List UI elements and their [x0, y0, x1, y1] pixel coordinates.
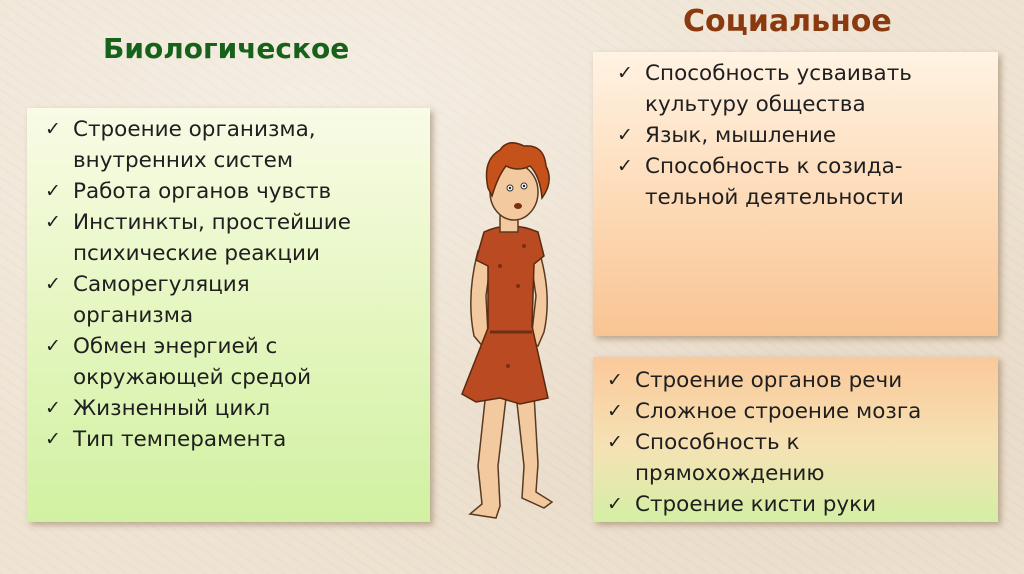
list-item: ✓ Способность к созида- тельной деятельности — [609, 151, 912, 213]
caveman-illustration — [448, 136, 578, 526]
check-icon: ✓ — [617, 155, 633, 177]
social-title: Социальное — [683, 4, 892, 39]
check-icon: ✓ — [607, 369, 623, 391]
list-item: ✓ Способность к прямохождению — [599, 427, 921, 489]
check-icon: ✓ — [45, 397, 61, 419]
list-item: ✓ Сложное строение мозга — [599, 396, 921, 427]
social-panel — [593, 52, 998, 336]
list-item: ✓ Язык, мышление — [609, 120, 912, 151]
list-item: ✓ Строение организма, внутренних систем — [37, 114, 351, 176]
check-icon: ✓ — [45, 273, 61, 295]
biological-extra-list — [599, 365, 921, 520]
list-item: ✓ Тип темперамента — [37, 424, 351, 455]
check-icon: ✓ — [607, 493, 623, 515]
check-icon: ✓ — [617, 124, 633, 146]
list-item: ✓ Строение органов речи — [599, 365, 921, 396]
list-item: ✓ Саморегуляция организма — [37, 269, 351, 331]
check-icon: ✓ — [45, 428, 61, 450]
list-item: ✓ Работа органов чувств — [37, 176, 351, 207]
check-icon: ✓ — [45, 335, 61, 357]
check-icon: ✓ — [45, 180, 61, 202]
biological-panel — [27, 108, 430, 522]
check-icon: ✓ — [45, 118, 61, 140]
check-icon: ✓ — [607, 400, 623, 422]
check-icon: ✓ — [617, 62, 633, 84]
biological-title: Биологическое — [103, 32, 350, 65]
check-icon: ✓ — [45, 211, 61, 233]
list-item: ✓ Инстинкты, простейшие психические реакции — [37, 207, 351, 269]
biological-extra-panel — [593, 357, 998, 522]
biological-list — [37, 114, 351, 455]
list-item: ✓ Жизненный цикл — [37, 393, 351, 424]
social-list — [609, 58, 912, 213]
list-item: ✓ Способность усваивать культуру общества — [609, 58, 912, 120]
list-item: ✓ Обмен энергией с окружающей средой — [37, 331, 351, 393]
check-icon: ✓ — [607, 431, 623, 453]
list-item: ✓ Строение кисти руки — [599, 489, 921, 520]
